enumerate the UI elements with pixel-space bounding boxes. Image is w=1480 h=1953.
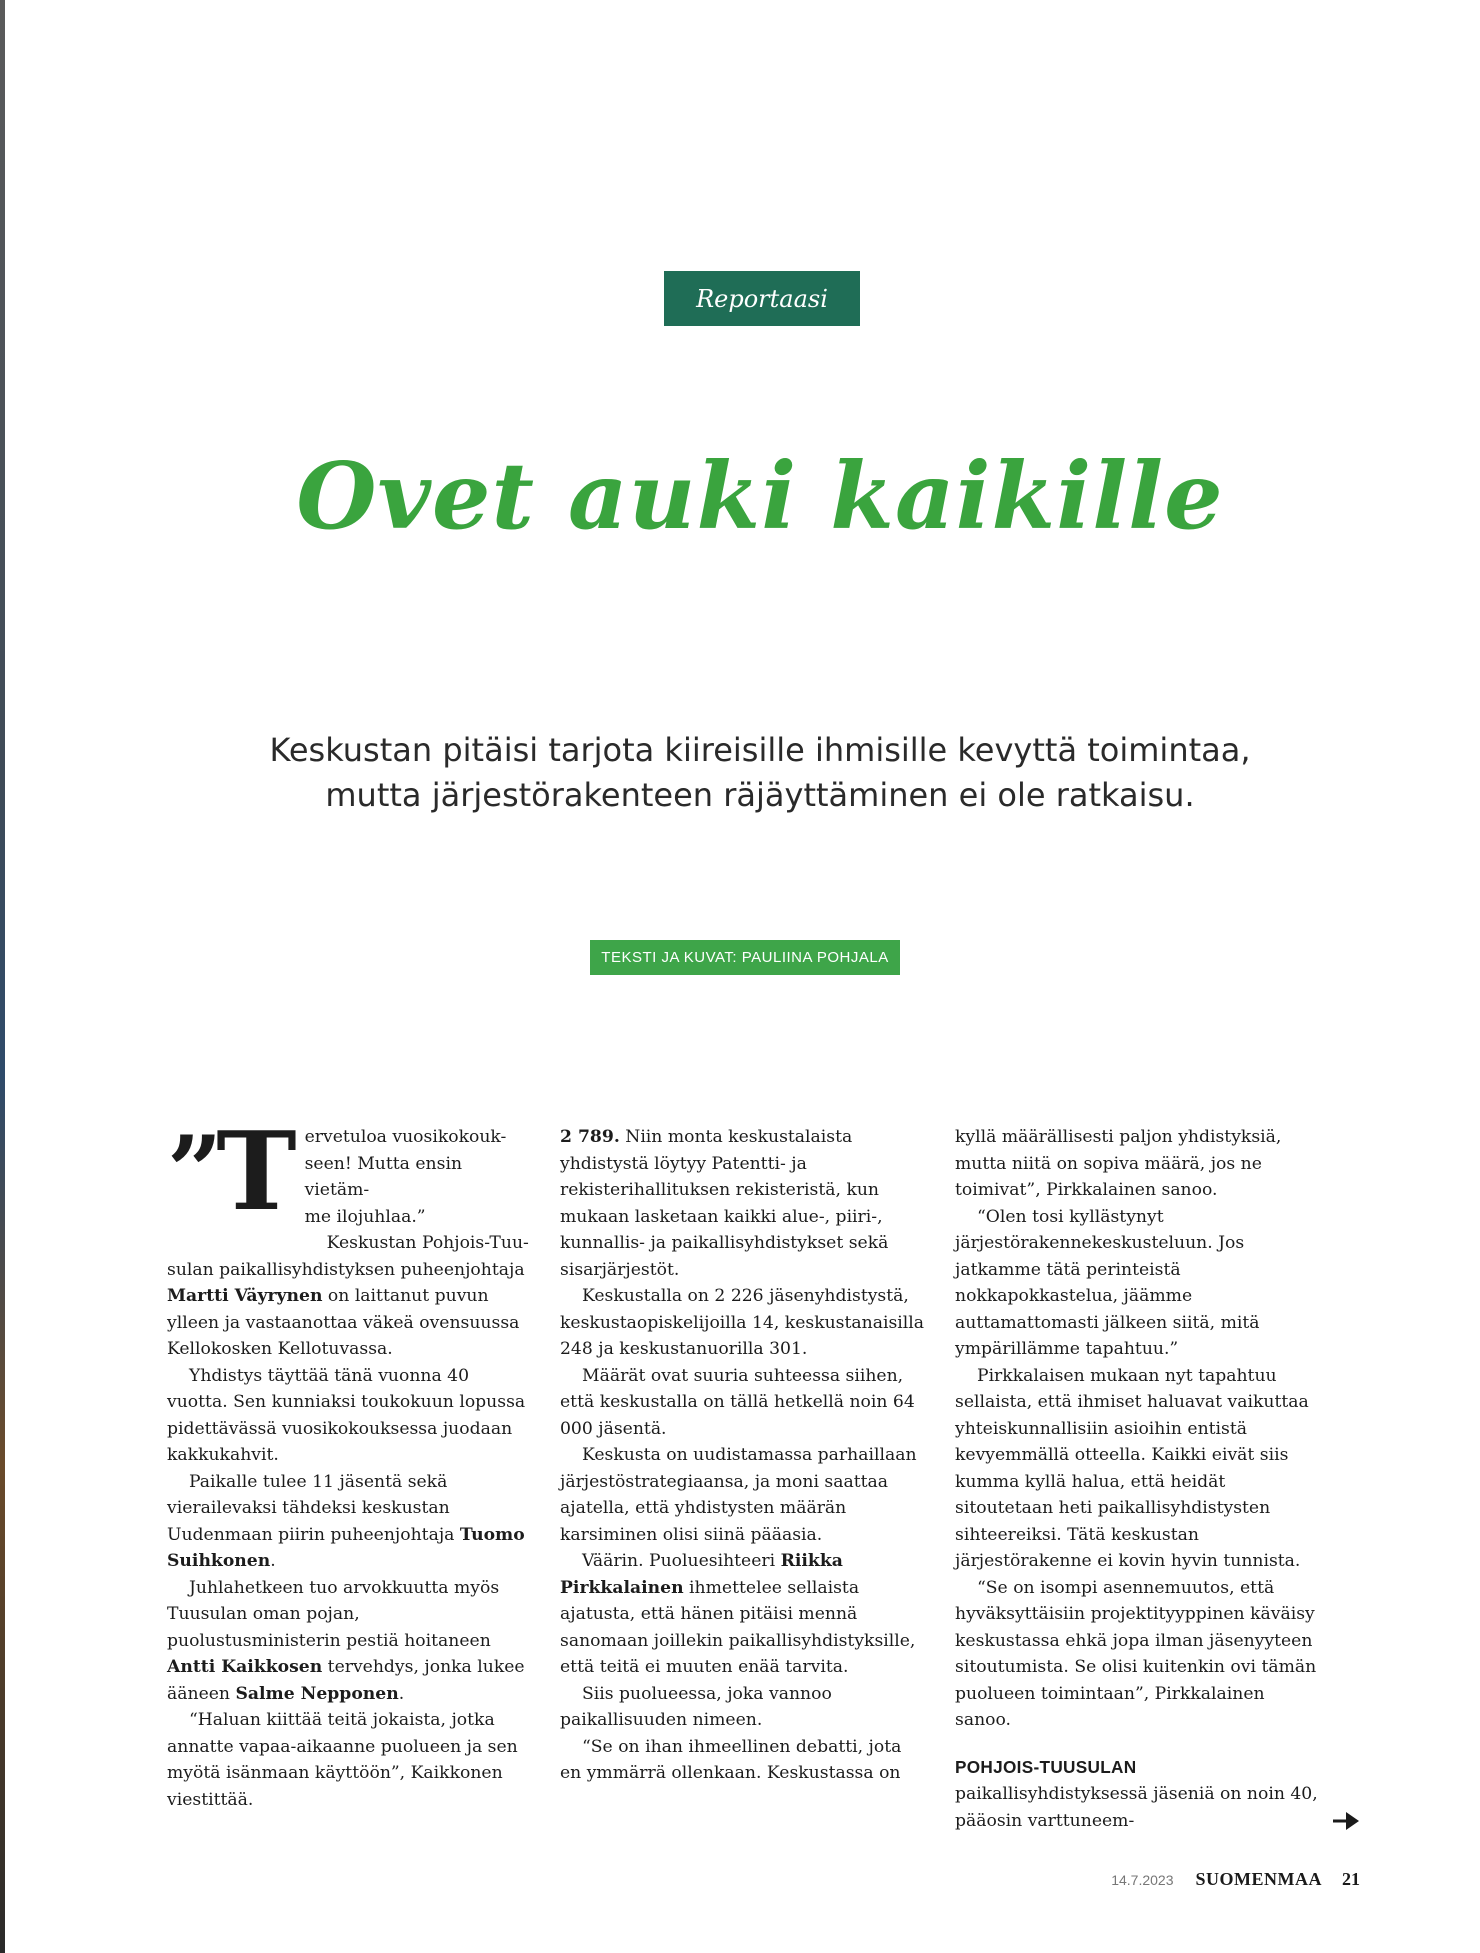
- person-name: Tuomo Suihkonen: [167, 1524, 525, 1571]
- page-footer: [1000, 1869, 1360, 1893]
- article-column-2: [560, 1124, 925, 1787]
- headline: Ovet auki kaikille: [296, 442, 1224, 550]
- paragraph: kyllä määrällisesti paljon yhdistyksiä, mutta niitä on sopiva määrä, jos ne toimivat”, Pirkkalainen sanoo.: [955, 1127, 1282, 1200]
- article-column-1: [167, 1109, 532, 1813]
- paragraph: POHJOIS-TUUSULAN paikallisyhdistyksessä jäseniä on noin 40, pääosin varttuneem-: [955, 1756, 1318, 1831]
- scan-edge-strip: [0, 0, 5, 1953]
- paragraph: 2 789. Niin monta keskustalaista yhdistystä löytyy Patentti- ja rekisterihallituksen rekisteristä, kun mukaan lasketaan kaikki alue-, piiri-, kunnallis- ja paikallisyhdistykset sekä sisarjärjestöt.: [560, 1127, 889, 1280]
- paragraph: Pirkkalaisen mukaan nyt tapahtuu sellaista, että ihmiset haluavat vaikuttaa yhteiskunnallisiin asioihin entistä kevyemmällä otteella. Kaikki eivät siis kumma kyllä halua, että heidät sitoutetaan heti paikallisyhdistysten sihteereiksi. Tätä keskustan järjestörakenne ei kovin hyvin tunnista.: [955, 1365, 1309, 1571]
- person-name: Antti Kaikkosen: [167, 1657, 323, 1677]
- highlight-number: 2 789.: [560, 1127, 620, 1147]
- byline: TEKSTI JA KUVAT: PAULIINA POHJALA: [590, 940, 900, 975]
- article-column-3: [955, 1124, 1320, 1834]
- section-tag: Reportaasi: [664, 271, 860, 326]
- page-number: 21: [1342, 1869, 1360, 1889]
- paragraph: Siis puolueessa, joka vannoo paikallisuuden nimeen.: [560, 1683, 832, 1730]
- opening-line-3: me ilojuhlaa.”: [304, 1206, 426, 1227]
- paragraph: “Olen tosi kyllästynyt järjestörakennekeskusteluun. Jos jatkamme tätä perinteistä nokkapokkastelua, jäämme auttamattomasti jälkeen siitä, mitä ympärillämme tapahtuu.”: [955, 1206, 1260, 1359]
- paragraph: Keskustalla on 2 226 jäsenyhdistystä, keskustaopiskelijoilla 14, keskustanaisilla 248 ja keskustanuorilla 301.: [560, 1286, 925, 1359]
- person-name: Salme Nepponen: [235, 1683, 399, 1704]
- paragraph: “Se on isompi asennemuutos, että hyväksyttäisiin projektityyppinen käväisy keskustassa ehkä jopa ilman jäsenyyteen sitoutumista. Se olisi kuitenkin ovi tämän puolueen toimintaan”, Pirkkalainen sanoo.: [955, 1577, 1317, 1730]
- paragraph: “Haluan kiittää teitä jokaista, jotka annatte vapaa-aikaanne puolueen ja sen myötä isänmaan käyttöön”, Kaikkonen viestittää.: [167, 1710, 518, 1810]
- opening-line-1: ervetuloa vuosikokouk-: [304, 1127, 507, 1147]
- opening-paragraph: [167, 1109, 532, 1235]
- person-name: Riikka Pirkkalainen: [560, 1551, 843, 1598]
- paragraph: Paikalle tulee 11 jäsentä sekä vierailevaksi tähdeksi keskustan Uudenmaan piirin puheenjohtaja Tuomo Suihkonen.: [167, 1471, 525, 1571]
- paragraph: Yhdistys täyttää tänä vuonna 40 vuotta. Sen kunniaksi toukokuun lopussa pidettävässä vuosikokouksessa juodaan kakkukahvit.: [167, 1365, 526, 1465]
- magazine-name: SUOMENMAA: [1195, 1869, 1322, 1889]
- paragraph: Juhlahetkeen tuo arvokkuutta myös Tuusulan oman pojan, puolustusministerin pestiä hoitaneen Antti Kaikkosen tervehdys, jonka lukee ääneen Salme Nepponen.: [167, 1577, 525, 1704]
- lead-paragraph: [200, 728, 1320, 818]
- paragraph: Keskustan Pohjois-Tuu-sulan paikallisyhdistyksen puheenjohtaja Martti Väyrynen on laittanut puvun ylleen ja vastaanottaa väkeä ovensuussa Kellokosken Kellotuvassa.: [167, 1233, 529, 1359]
- paragraph: Väärin. Puoluesihteeri Riikka Pirkkalainen ihmettelee sellaista ajatusta, että hänen pitäisi mennä sanomaan joillekin paikallisyhdistyksille, että teitä ei muuten enää tarvita.: [560, 1551, 916, 1677]
- paragraph: “Se on ihan ihmeellinen debatti, jota en ymmärrä ollenkaan. Keskustassa on: [560, 1736, 902, 1783]
- drop-cap: ”T: [167, 1109, 297, 1235]
- subsection-lead: POHJOIS-TUUSULAN: [955, 1756, 1137, 1777]
- paragraph: Keskusta on uudistamassa parhaillaan järjestöstrategiaansa, ja moni saattaa ajatella, että yhdistysten määrän karsiminen olisi siinä pääasia.: [560, 1445, 917, 1545]
- lead-line-1: Keskustan pitäisi tarjota kiireisille ihmisille kevyttä toimintaa,: [269, 731, 1251, 769]
- arrow-right-icon: [1332, 1810, 1360, 1832]
- lead-line-2: mutta järjestörakenteen räjäyttäminen ei ole ratkaisu.: [325, 776, 1195, 814]
- paragraph: Määrät ovat suuria suhteessa siihen, että keskustalla on tällä hetkellä noin 64 000 jäsentä.: [560, 1365, 915, 1439]
- person-name: Martti Väyrynen: [167, 1286, 323, 1306]
- opening-line-2: seen! Mutta ensin vietäm-: [304, 1153, 463, 1200]
- issue-date: 14.7.2023: [1111, 1872, 1174, 1888]
